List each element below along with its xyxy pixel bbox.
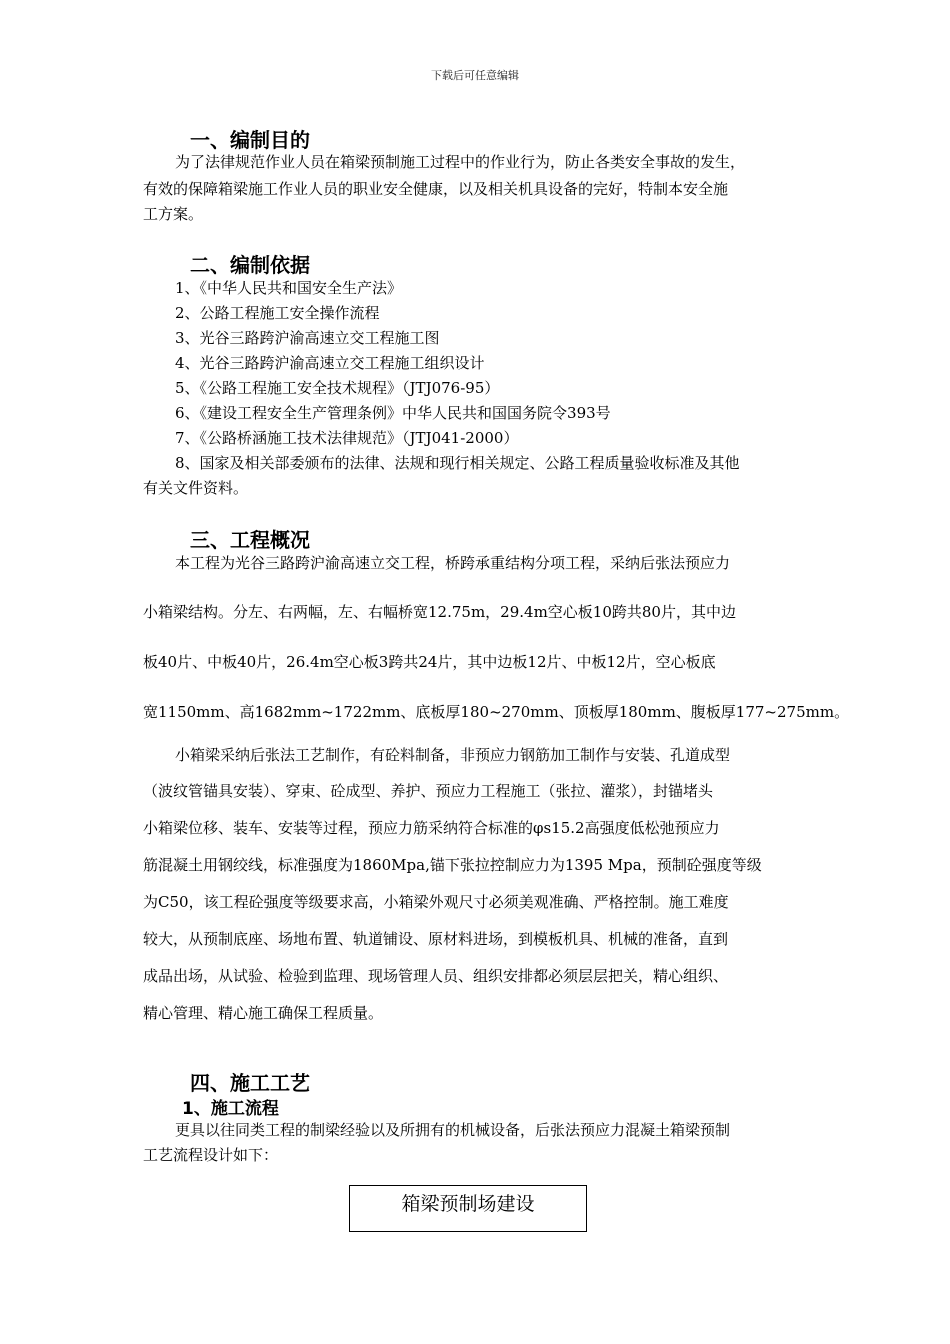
reference-item: 6、《建设工程安全生产管理条例》中华人民共和国国务院令393号 [175, 404, 611, 422]
overview-line: 小箱梁采纳后张法工艺制作，有砼料制备，非预应力钢筋加工制作与安装、孔道成型 [175, 746, 731, 764]
reference-item: 3、光谷三路跨沪渝高速立交工程施工图 [175, 329, 440, 347]
overview-line: 宽1150mm、高1682mm~1722mm、底板厚180~270mm、顶板厚180mm、腹板厚177~275mm。 [143, 703, 850, 721]
flow-box-precast-yard: 箱梁预制场建设 [349, 1185, 587, 1232]
reference-item: 5、《公路工程施工安全技术规程》（JTJ076-95） [175, 379, 500, 397]
section1-line: 工方案。 [143, 205, 204, 223]
reference-item: 有关文件资料。 [143, 479, 249, 497]
overview-line: 小箱梁位移、装车、安装等过程，预应力筋采纳符合标准的φs15.2高强度低松弛预应力 [143, 819, 720, 837]
overview-line: 小箱梁结构。分左、右两幅，左、右幅桥宽12.75m，29.4m空心板10跨共80片，其中边 [143, 603, 736, 621]
reference-item: 1、《中华人民共和国安全生产法》 [175, 279, 403, 297]
section3-title: 三、工程概况 [190, 528, 310, 552]
overview-line: （波纹管锚具安装）、穿束、砼成型、养护、预应力工程施工（张拉、灌浆），封锚堵头 [143, 782, 714, 800]
section2-title: 二、编制依据 [190, 253, 310, 277]
section1-line: 为了法律规范作业人员在箱梁预制施工过程中的作业行为，防止各类安全事故的发生， [175, 153, 746, 171]
process-line: 更具以往同类工程的制梁经验以及所拥有的机械设备，后张法预应力混凝土箱梁预制 [175, 1121, 731, 1139]
reference-item: 4、光谷三路跨沪渝高速立交工程施工组织设计 [175, 354, 485, 372]
process-line: 工艺流程设计如下： [143, 1146, 279, 1164]
overview-line: 成品出场，从试验、检验到监理、现场管理人员、组织安排都必须层层把关，精心组织、 [143, 967, 729, 985]
overview-line: 为C50，该工程砼强度等级要求高，小箱梁外观尺寸必须美观准确、严格控制。施工难度 [143, 893, 729, 911]
section1-line: 有效的保障箱梁施工作业人员的职业安全健康，以及相关机具设备的完好，特制本安全施 [143, 180, 729, 198]
overview-line: 筋混凝土用钢绞线，标准强度为1860Mpa,锚下张拉控制应力为1395 Mpa，预制砼强度等级 [143, 856, 762, 874]
section4-title: 四、施工工艺 [190, 1071, 310, 1095]
overview-line: 板40片、中板40片，26.4m空心板3跨共24片，其中边板12片、中板12片，空心板底 [143, 653, 716, 671]
reference-item: 2、公路工程施工安全操作流程 [175, 304, 380, 322]
overview-line: 精心管理、精心施工确保工程质量。 [143, 1004, 384, 1022]
overview-line: 本工程为光谷三路跨沪渝高速立交工程，桥跨承重结构分项工程，采纳后张法预应力 [175, 554, 731, 572]
header-note: 下载后可任意编辑 [431, 69, 519, 82]
reference-item: 8、国家及相关部委颁布的法律、法规和现行相关规定、公路工程质量验收标准及其他 [175, 454, 740, 472]
reference-item: 7、《公路桥涵施工技术法律规范》（JTJ041-2000） [175, 429, 519, 447]
section1-title: 一、编制目的 [190, 128, 310, 152]
section4-subtitle: 1、施工流程 [182, 1099, 279, 1119]
overview-line: 较大，从预制底座、场地布置、轨道铺设、原材料进场，到模板机具、机械的准备，直到 [143, 930, 729, 948]
